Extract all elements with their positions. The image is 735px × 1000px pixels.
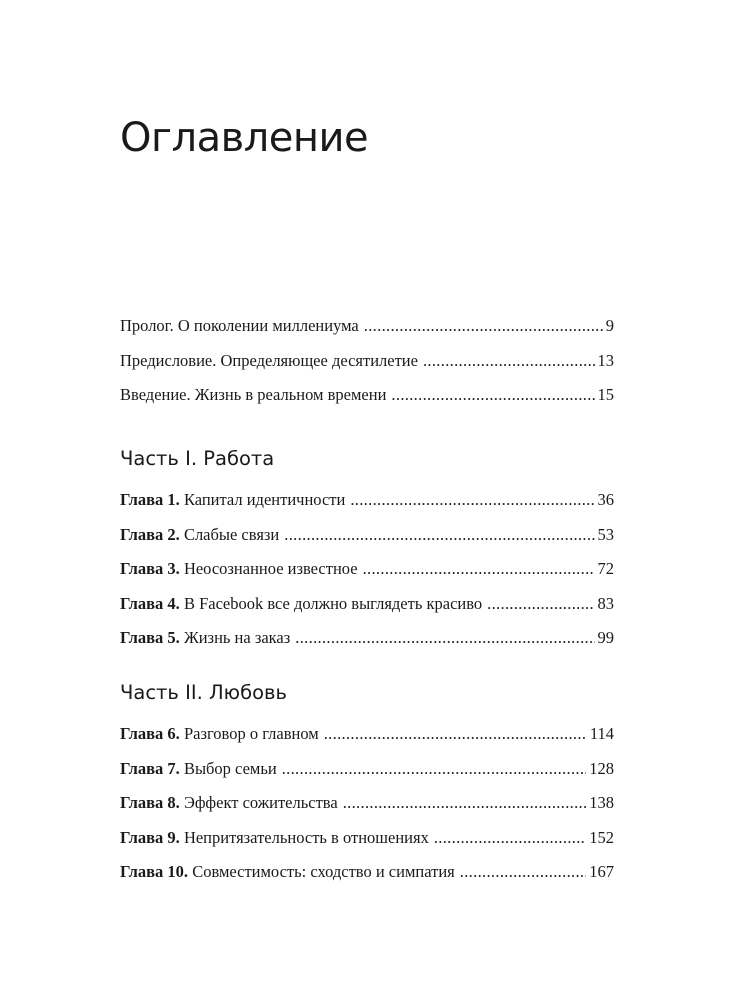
page-number: 72 xyxy=(597,559,614,578)
dot-leader xyxy=(350,486,594,514)
page-number: 138 xyxy=(589,793,614,812)
page-number: 36 xyxy=(597,490,614,509)
entry-title: Разговор о главном xyxy=(183,724,319,743)
toc-entry-chapter-5[interactable] xyxy=(120,624,614,659)
page-number: 152 xyxy=(589,827,614,847)
chapter-label: Глава 3. xyxy=(120,559,180,578)
toc-part-1 xyxy=(120,446,614,659)
dot-leader xyxy=(434,824,586,852)
dot-leader xyxy=(324,720,587,748)
entry-title: Предисловие. Определяющее десятилетие xyxy=(120,350,418,370)
dot-leader xyxy=(284,521,594,549)
dot-leader xyxy=(295,624,594,652)
entry-title: Слабые связи xyxy=(183,524,280,544)
entry-title: Жизнь на заказ xyxy=(183,628,291,647)
entry-title: Эффект сожительства xyxy=(183,793,338,812)
dot-leader xyxy=(363,555,595,583)
toc-part-2 xyxy=(120,680,614,893)
entry-title: Непритязательность в отношениях xyxy=(183,827,429,847)
dot-leader xyxy=(282,755,587,783)
page-number: 83 xyxy=(597,593,614,613)
toc-entry-chapter-2[interactable] xyxy=(120,521,614,556)
chapter-label: Глава 9. xyxy=(120,827,180,847)
toc-entry-chapter-10[interactable] xyxy=(120,858,614,893)
entry-title: Пролог. О поколении миллениума xyxy=(120,316,359,335)
dot-leader xyxy=(343,789,587,817)
chapter-label: Глава 7. xyxy=(120,758,180,778)
entry-title: Введение. Жизнь в реальном времени xyxy=(120,385,387,404)
part-heading: Часть II. Любовь xyxy=(120,681,288,704)
toc-entry-prologue[interactable] xyxy=(120,312,614,347)
chapter-label: Глава 10. xyxy=(120,862,189,881)
entry-title: Совместимость: сходство и симпатия xyxy=(192,862,455,881)
toc-entry-preface[interactable] xyxy=(120,347,614,382)
toc-entry-chapter-7[interactable] xyxy=(120,755,614,790)
chapter-label: Глава 2. xyxy=(120,524,180,544)
page-number: 167 xyxy=(589,862,614,881)
dot-leader xyxy=(487,590,594,618)
entry-title: В Facebook все должно выглядеть красиво xyxy=(183,593,483,613)
page-number: 114 xyxy=(589,724,614,743)
entry-title: Капитал идентичности xyxy=(183,490,346,509)
page-number: 53 xyxy=(597,524,614,544)
dot-leader xyxy=(391,381,594,409)
page-number: 9 xyxy=(605,316,614,335)
chapter-label: Глава 4. xyxy=(120,593,180,613)
page-number: 13 xyxy=(597,350,614,370)
toc-entry-chapter-1[interactable] xyxy=(120,486,614,521)
toc-front-matter xyxy=(120,312,614,416)
entry-title: Неосознанное известное xyxy=(183,559,358,578)
toc-entry-chapter-9[interactable] xyxy=(120,824,614,859)
toc-entry-chapter-3[interactable] xyxy=(120,555,614,590)
dot-leader xyxy=(460,858,586,886)
chapter-label: Глава 8. xyxy=(120,793,180,812)
page-number: 15 xyxy=(597,385,614,404)
toc-entry-chapter-6[interactable] xyxy=(120,720,614,755)
page-number: 128 xyxy=(589,758,614,778)
toc-entry-introduction[interactable] xyxy=(120,381,614,416)
toc-entry-chapter-4[interactable] xyxy=(120,590,614,625)
chapter-label: Глава 1. xyxy=(120,490,180,509)
dot-leader xyxy=(364,312,603,340)
dot-leader xyxy=(423,347,595,375)
toc-entry-chapter-8[interactable] xyxy=(120,789,614,824)
chapter-label: Глава 5. xyxy=(120,628,180,647)
part-heading: Часть I. Работа xyxy=(120,447,275,470)
page-number: 99 xyxy=(597,628,614,647)
page-title: Оглавление xyxy=(120,115,369,161)
entry-title: Выбор семьи xyxy=(183,758,277,778)
chapter-label: Глава 6. xyxy=(120,724,180,743)
